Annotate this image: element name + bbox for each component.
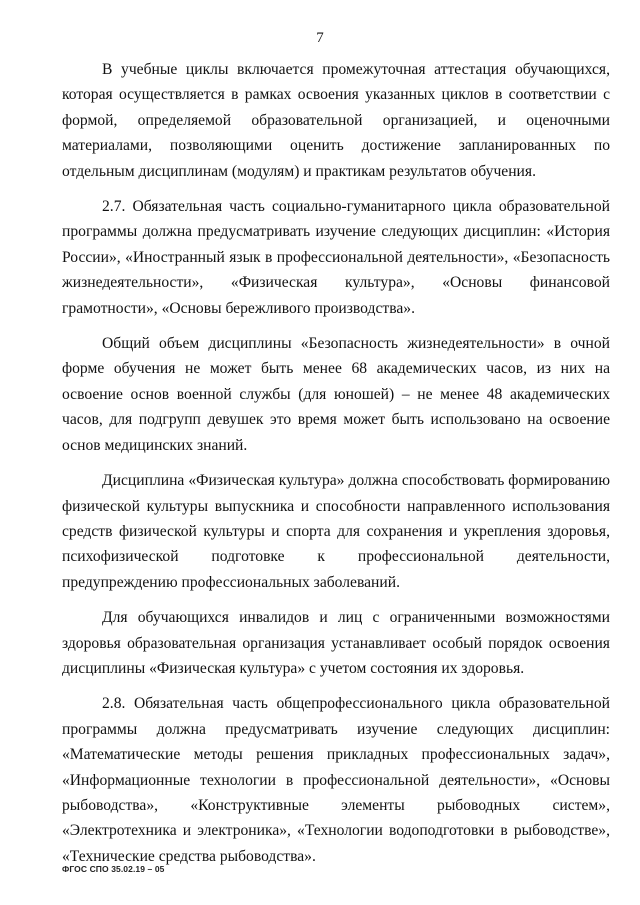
paragraph-physical-culture: Дисциплина «Физическая культура» должна способствовать формированию физической культуры выпускника и способности направленного использования средств физической культуры и спорта для сохранения и укрепления здоровья, психофизической подготовке к профессиональной деятельности, предупреждению профессиональных заболеваний. (62, 472, 610, 591)
page-number: 7 (316, 30, 324, 46)
paragraph-2-8-general-professional-cycle: 2.8. Обязательная часть общепрофессионального цикла образовательной программы должна предусматривать изучение следующих дисциплин: «Математические методы решения прикладных профессиональных задач», «Информационные технологии в профессиональной деятельности», «Основы рыбоводства», «Конструктивные элементы рыбоводных систем», «Электротехника и электроника», «Технологии водоподготовки в рыбоводстве», «Технические средства рыбоводства». (62, 695, 610, 865)
document-body (62, 57, 610, 879)
paragraph-disabled-students: Для обучающихся инвалидов и лиц с ограниченными возможностями здоровья образовательная организация устанавливает особый порядок освоения дисциплины «Физическая культура» с учетом состояния их здоровья. (62, 609, 610, 677)
paragraph-intermediate-attestation: В учебные циклы включается промежуточная аттестация обучающихся, которая осуществляется в рамках освоения указанных циклов в соответствии с формой, определяемой образовательной организацией, и оценочными материалами, позволяющими оценить достижение запланированных по отдельным дисциплинам (модулям) и практикам результатов обучения. (62, 61, 610, 180)
paragraph-2-7-social-humanitarian-cycle: 2.7. Обязательная часть социально-гуманитарного цикла образовательной программы должна предусматривать изучение следующих дисциплин: «История России», «Иностранный язык в профессиональной деятельности», «Безопасность жизнедеятельности», «Физическая культура», «Основы финансовой грамотности», «Основы бережливого производства». (62, 198, 610, 317)
document-footer-code: ФГОС СПО 35.02.19 – 05 (62, 864, 165, 874)
paragraph-life-safety-hours: Общий объем дисциплины «Безопасность жизнедеятельности» в очной форме обучения не может быть менее 68 академических часов, из них на освоение основ военной службы (для юношей) – не менее 48 академических часов, для подгрупп девушек это время может быть использовано на освоение основ медицинских знаний. (62, 335, 610, 454)
